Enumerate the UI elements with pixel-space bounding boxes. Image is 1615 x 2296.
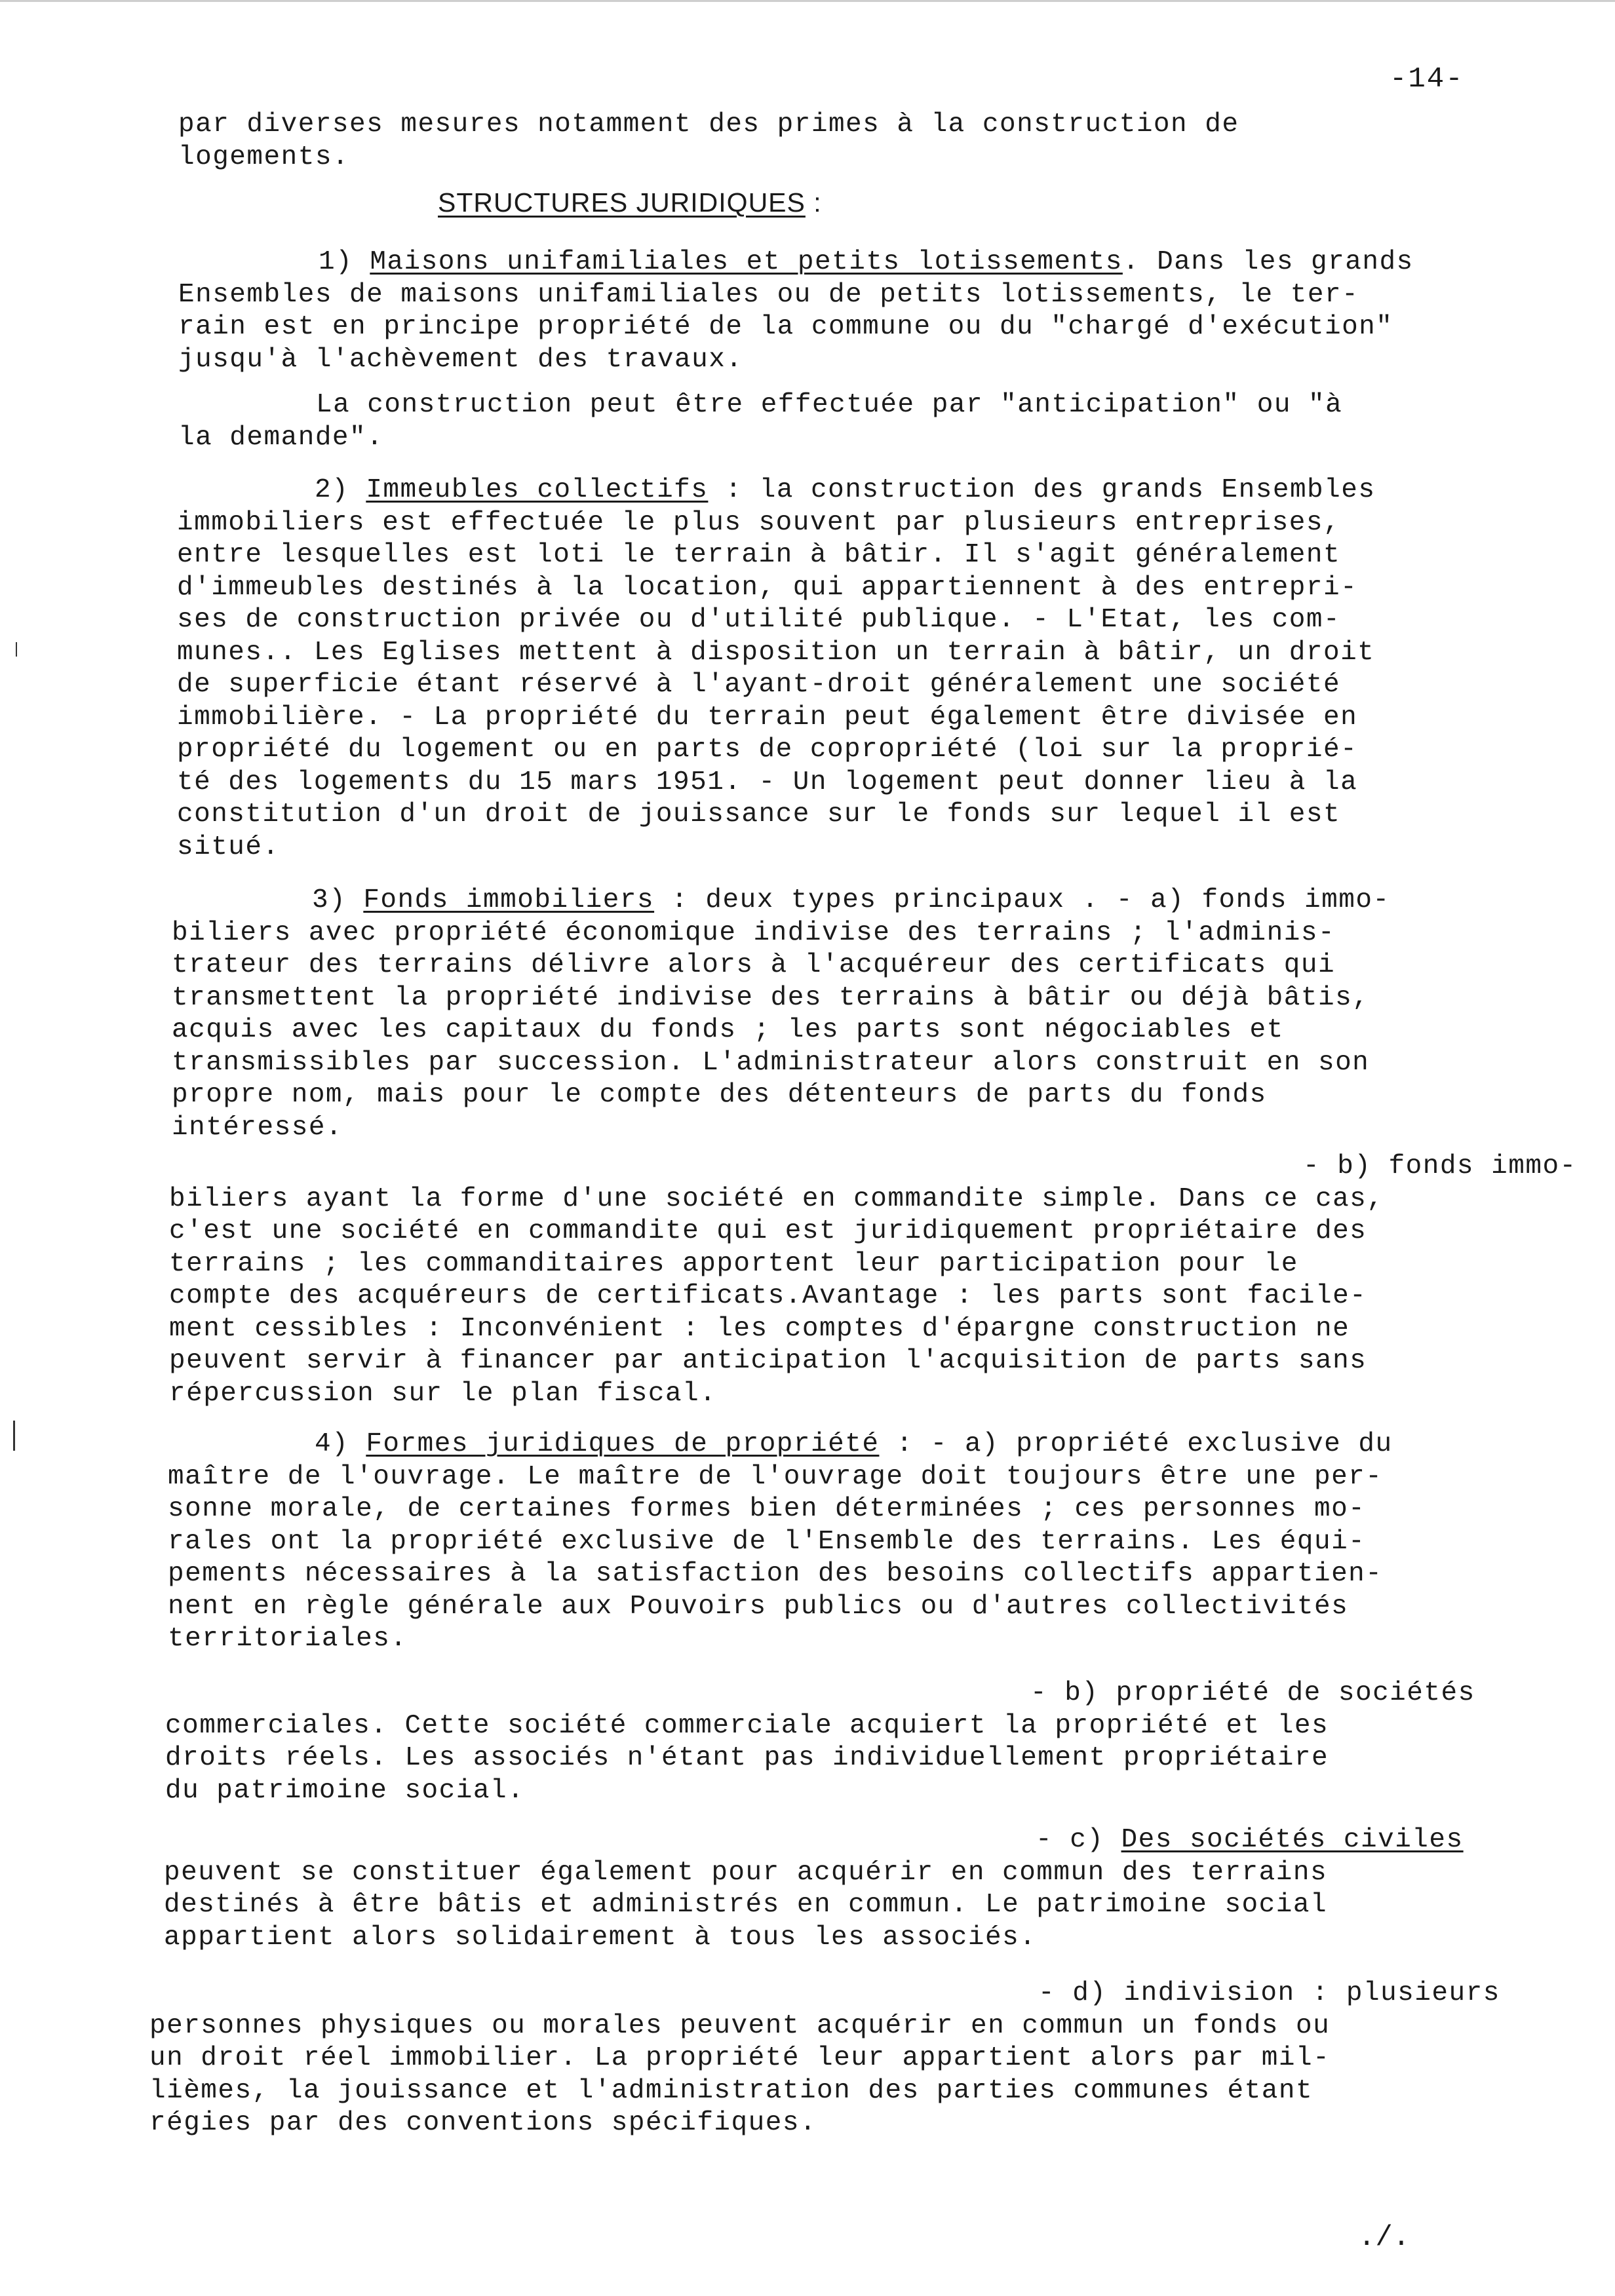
paragraph-1-maisons [178,246,1414,376]
text-line: situé. [177,832,280,862]
text-line: transmissibles par succession. L'administrateur alors construit en son [172,1047,1370,1078]
paragraph-1-construction [178,389,1342,454]
section-heading [438,187,822,218]
text-line: rain est en principe propriété de la commune ou du "chargé d'exécution" [178,312,1393,342]
intro-paragraph [178,109,1239,174]
text-line: régies par des conventions spécifiques. [149,2108,817,2138]
text-line: destinés à être bâtis et administrés en commun. Le patrimoine social [164,1890,1328,1920]
text-line: biliers ayant la forme d'une société en commandite simple. Dans ce cas, [169,1183,1384,1214]
text-line: c'est une société en commandite qui est juridiquement propriétaire des [169,1216,1367,1246]
text-line: lièmes, la jouissance et l'administration des parties communes étant [149,2075,1313,2106]
text-line: logements. [178,142,350,172]
text-line: nent en règle générale aux Pouvoirs publics ou d'autres collectivités [168,1591,1349,1622]
heading-text: STRUCTURES JURIDIQUES [438,187,806,218]
text-line: propriété du logement ou en parts de copropriété (loi sur la proprié- [177,735,1358,765]
margin-mark [16,642,17,657]
item-title: Fonds immobiliers [363,885,655,915]
item-number: 3) [312,885,364,915]
text-line: la demande". [178,422,384,453]
heading-colon: : [805,187,822,218]
text-line: - b) fonds immo- [1303,1151,1577,1181]
text-line: appartient alors solidairement à tous les associés. [164,1922,1037,1953]
text-line [164,1824,1464,1857]
text-line: - b) propriété de sociétés [1030,1678,1475,1708]
text-line: compte des acquéreurs de certificats.Avantage : les parts sont facile- [169,1281,1367,1311]
text-line: immobilière. - La propriété du terrain peut également être divisée en [177,702,1358,733]
text-line: propre nom, mais pour le compte des détenteurs de parts du fonds [172,1080,1267,1110]
text-fragment: : deux types principaux . - a) fonds immo- [654,885,1390,915]
text-line: peuvent servir à financer par anticipation l'acquisition de parts sans [169,1346,1367,1376]
paragraph-4c-civiles [164,1824,1464,1954]
text-line: sonne morale, de certaines formes bien déterminées ; ces personnes mo- [168,1494,1366,1524]
text-line: personnes physiques ou morales peuvent acquérir en commun un fonds ou [149,2010,1331,2041]
item-number: 1) [319,247,370,277]
text-line: droits réels. Les associés n'étant pas individuellement propriétaire [165,1743,1329,1773]
text-line: terrains ; les commanditaires apportent leur participation pour le [169,1248,1298,1279]
margin-mark [13,1421,15,1451]
top-edge-rule [0,0,1615,2]
text-line: maître de l'ouvrage. Le maître de l'ouvrage doit toujours être une per- [168,1461,1383,1492]
item-number: 2) [315,475,366,505]
text-line [178,246,1414,279]
text-line: trateur des terrains délivre alors à l'acquéreur des certificats qui [172,950,1336,980]
text-fragment: : - a) propriété exclusive du [879,1429,1393,1459]
text-line: répercussion sur le plan fiscal. [169,1378,717,1409]
text-fragment: : la construction des grands Ensembles [708,475,1376,505]
text-line [172,885,1390,917]
text-line: ses de construction privée ou d'utilité publique. - L'Etat, les com- [177,605,1341,635]
text-line: entre lesquelles est loti le terrain à bâtir. Il s'agit généralement [177,540,1341,570]
paragraph-4-formes [168,1428,1393,1656]
continuation-mark: ./. [1358,2221,1411,2254]
text-line: territoriales. [168,1624,408,1654]
item-title: Formes juridiques de propriété [366,1429,880,1459]
text-line: ment cessibles : Inconvénient : les comptes d'épargne construction ne [169,1313,1350,1344]
item-number: 4) [315,1429,366,1459]
text-line: constitution d'un droit de jouissance sur le fonds sur lequel il est [177,799,1341,830]
text-line: immobiliers est effectuée le plus souvent par plusieurs entreprises, [177,507,1341,538]
paragraph-2-immeubles [177,474,1375,864]
text-line: peuvent se constituer également pour acquérir en commun des terrains [164,1857,1328,1888]
text-line: La construction peut être effectuée par "anticipation" ou "à [316,390,1343,420]
text-line: commerciales. Cette société commerciale acquiert la propriété et les [165,1710,1329,1741]
item-title: Des sociétés civiles [1121,1825,1464,1855]
text-line: acquis avec les capitaux du fonds ; les parts sont négociables et [172,1015,1284,1045]
text-line: transmettent la propriété indivise des terrains à bâtir ou déjà bâtis, [172,982,1370,1013]
text-line: rales ont la propriété exclusive de l'Ensemble des terrains. Les équi- [168,1526,1366,1557]
item-title: Maisons unifamiliales et petits lotissements [370,247,1123,277]
text-line: d'immeubles destinés à la location, qui appartiennent à des entrepri- [177,572,1358,603]
text-line: pements nécessaires à la satisfaction des besoins collectifs appartien- [168,1559,1383,1589]
text-line: du patrimoine social. [165,1775,525,1806]
text-line: munes.. Les Eglises mettent à disposition un terrain à bâtir, un droit [177,637,1375,668]
paragraph-4b-commerciales [165,1677,1475,1807]
text-line: Ensembles de maisons unifamiliales ou de petits lotissements, le ter- [178,279,1359,310]
text-fragment: - c) [1036,1825,1121,1855]
text-line: biliers avec propriété économique indivise des terrains ; l'adminis- [172,917,1336,948]
text-line: jusqu'à l'achèvement des travaux. [178,344,743,375]
text-line: intéressé. [172,1112,343,1143]
text-line [177,474,1375,507]
paragraph-3-fonds [172,885,1390,1144]
text-line: un droit réel immobilier. La propriété leur appartient alors par mil- [149,2043,1331,2073]
page-number: -14- [1390,63,1464,96]
paragraph-4d-indivision [149,1978,1500,2140]
item-title: Immeubles collectifs [366,475,709,505]
text-line: par diverses mesures notamment des primes à la construction de [178,109,1239,140]
text-line [168,1428,1393,1461]
text-line: té des logements du 15 mars 1951. - Un logement peut donner lieu à la [177,767,1358,797]
text-line: - d) indivision : plusieurs [1038,1978,1500,2008]
paragraph-3b-fonds [169,1151,1577,1410]
text-fragment: . Dans les grands [1122,247,1414,277]
text-line: de superficie étant réservé à l'ayant-droit généralement une société [177,670,1341,700]
